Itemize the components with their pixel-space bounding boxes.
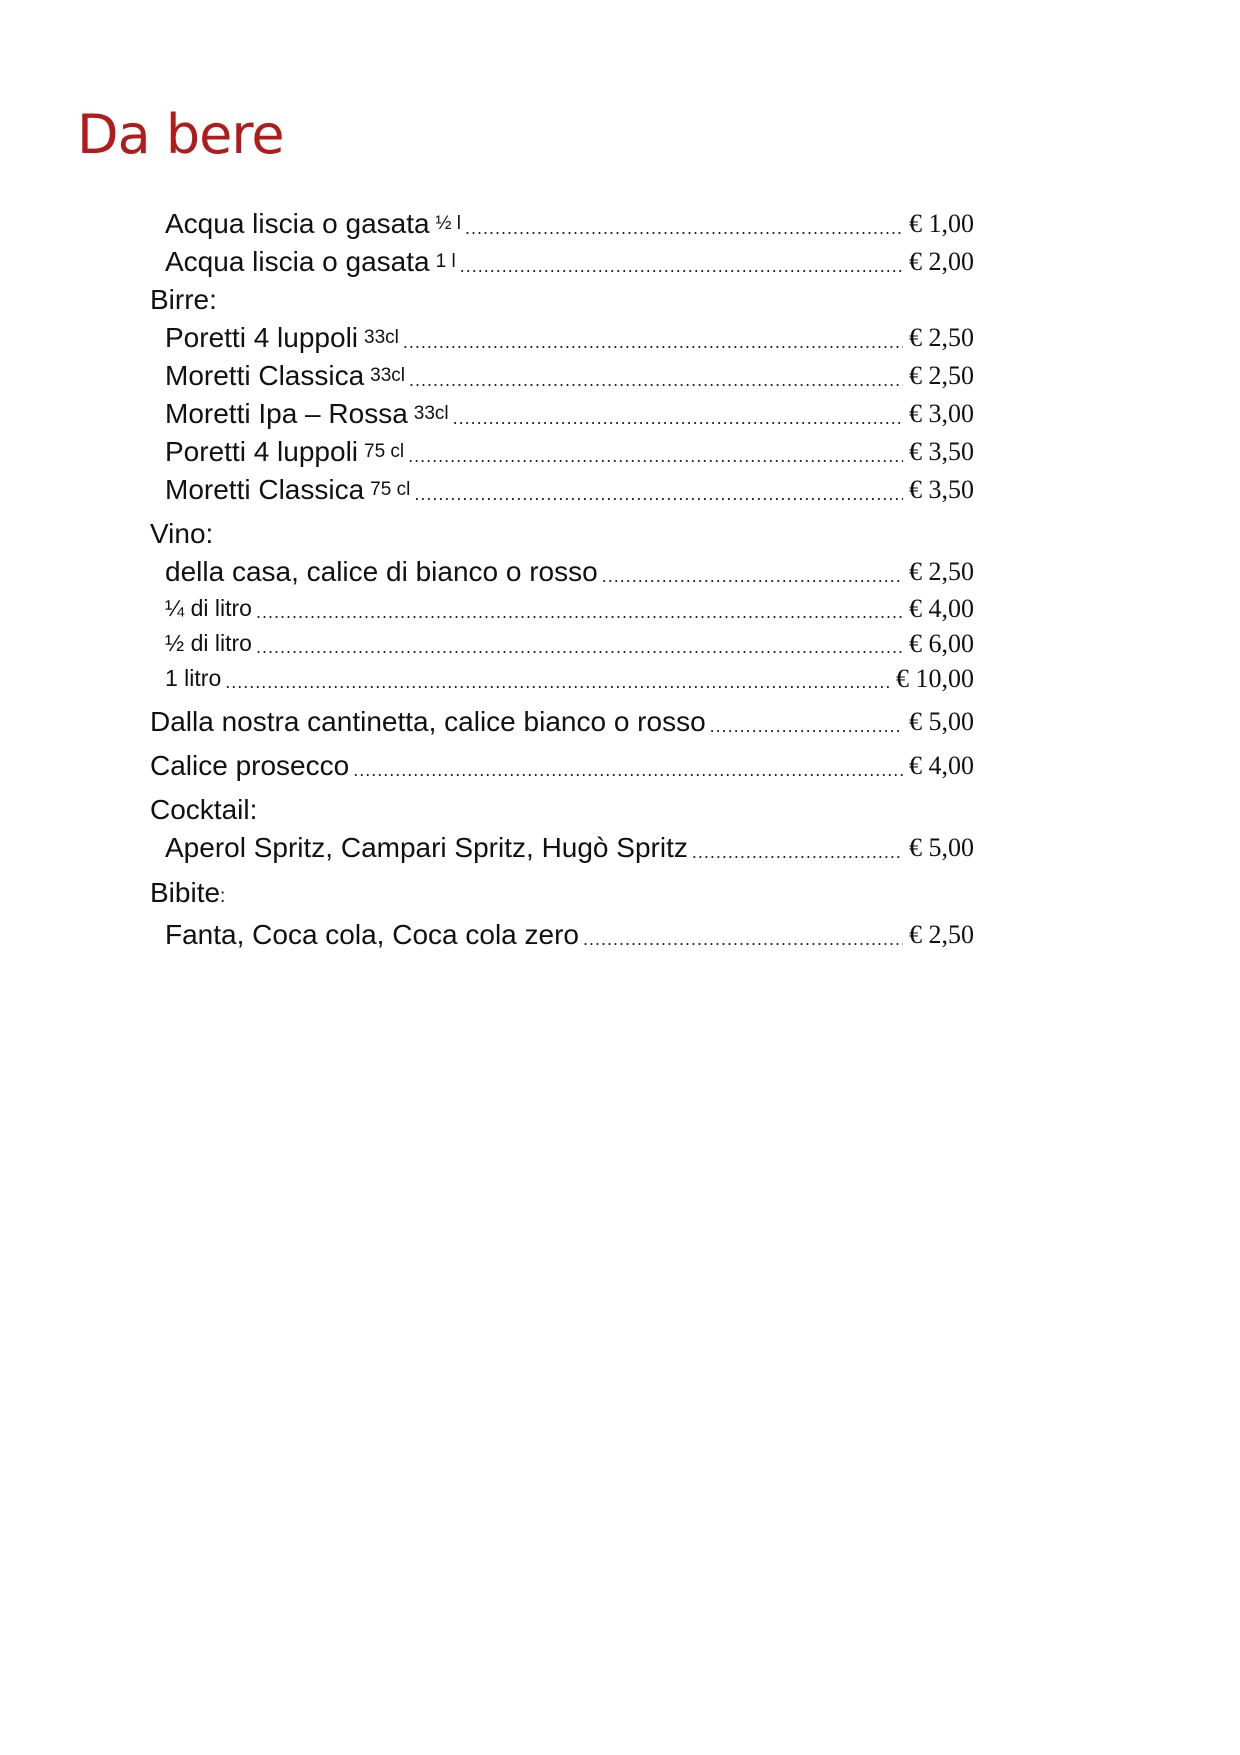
menu-item	[150, 395, 974, 433]
item-unit: 75 cl	[370, 479, 411, 500]
menu-item	[150, 243, 974, 281]
item-name: Acqua liscia o gasata	[165, 208, 430, 239]
dot-leader	[256, 634, 903, 661]
item-price: € 4,00	[909, 751, 974, 780]
item-name: della casa, calice di bianco o rosso	[165, 556, 598, 587]
menu-item	[150, 553, 974, 591]
section-heading-bibite	[150, 874, 974, 916]
item-price: € 2,50	[909, 557, 974, 586]
item-name: Calice prosecco	[150, 750, 350, 781]
item-price: € 6,00	[909, 629, 974, 658]
item-unit: ½ l	[435, 213, 461, 234]
section-heading-cocktail: Cocktail:	[150, 794, 258, 825]
page-title: Da bere	[77, 103, 284, 166]
item-name: Poretti 4 luppoli	[165, 436, 359, 467]
dot-leader	[409, 365, 903, 395]
dot-leader	[692, 837, 903, 867]
item-name: Fanta, Coca cola, Coca cola zero	[165, 919, 579, 950]
dot-leader	[465, 213, 903, 243]
dot-leader	[710, 711, 903, 741]
dot-leader	[403, 327, 903, 357]
menu-item	[150, 829, 974, 867]
item-name: Aperol Spritz, Campari Spritz, Hugò Spritz	[165, 832, 688, 863]
dot-leader	[225, 669, 890, 696]
menu-item	[150, 626, 974, 661]
item-name: 1 litro	[165, 665, 222, 691]
item-unit: 75 cl	[364, 441, 405, 462]
dot-leader	[460, 251, 903, 281]
menu-item	[150, 916, 974, 954]
menu-item	[150, 319, 974, 357]
item-price: € 1,00	[909, 209, 974, 238]
item-name: Moretti Ipa – Rossa	[165, 398, 408, 429]
item-name: ½ di litro	[165, 630, 252, 656]
item-price: € 3,00	[909, 399, 974, 428]
item-name: Poretti 4 luppoli	[165, 322, 359, 353]
dot-leader	[256, 599, 903, 626]
menu-item	[150, 205, 974, 243]
menu-item-prosecco	[150, 747, 974, 785]
item-price: € 2,50	[909, 323, 974, 352]
item-name: Moretti Classica	[165, 360, 365, 391]
menu-item	[150, 661, 974, 696]
heading-colon: :	[220, 886, 226, 907]
drinks-list	[150, 205, 974, 954]
dot-leader	[583, 924, 903, 954]
menu-item	[150, 357, 974, 395]
section-heading-vino: Vino:	[150, 518, 214, 549]
item-price: € 2,50	[909, 920, 974, 949]
item-price: € 2,50	[909, 361, 974, 390]
item-price: € 2,00	[909, 247, 974, 276]
dot-leader	[602, 561, 903, 591]
section-heading-birre: Birre:	[150, 284, 217, 315]
menu-item	[150, 433, 974, 471]
menu-item-cantinetta	[150, 703, 974, 741]
dot-leader	[453, 403, 903, 433]
item-price: € 3,50	[909, 475, 974, 504]
item-price: € 4,00	[909, 594, 974, 623]
item-name: Moretti Classica	[165, 474, 365, 505]
dot-leader	[408, 441, 903, 471]
item-price: € 10,00	[896, 664, 974, 693]
item-unit: 33cl	[364, 327, 399, 348]
item-price: € 3,50	[909, 437, 974, 466]
menu-item	[150, 471, 974, 509]
item-unit: 1 l	[435, 251, 456, 272]
heading-text: Bibite	[150, 877, 221, 908]
dot-leader	[414, 479, 903, 509]
item-name: ¼ di litro	[165, 595, 252, 621]
item-name: Acqua liscia o gasata	[165, 246, 430, 277]
item-price: € 5,00	[909, 707, 974, 736]
item-unit: 33cl	[413, 403, 449, 424]
dot-leader	[353, 755, 903, 785]
item-price: € 5,00	[909, 833, 974, 862]
item-name: Dalla nostra cantinetta, calice bianco o rosso	[150, 706, 706, 737]
menu-item	[150, 591, 974, 626]
item-unit: 33cl	[370, 365, 406, 386]
